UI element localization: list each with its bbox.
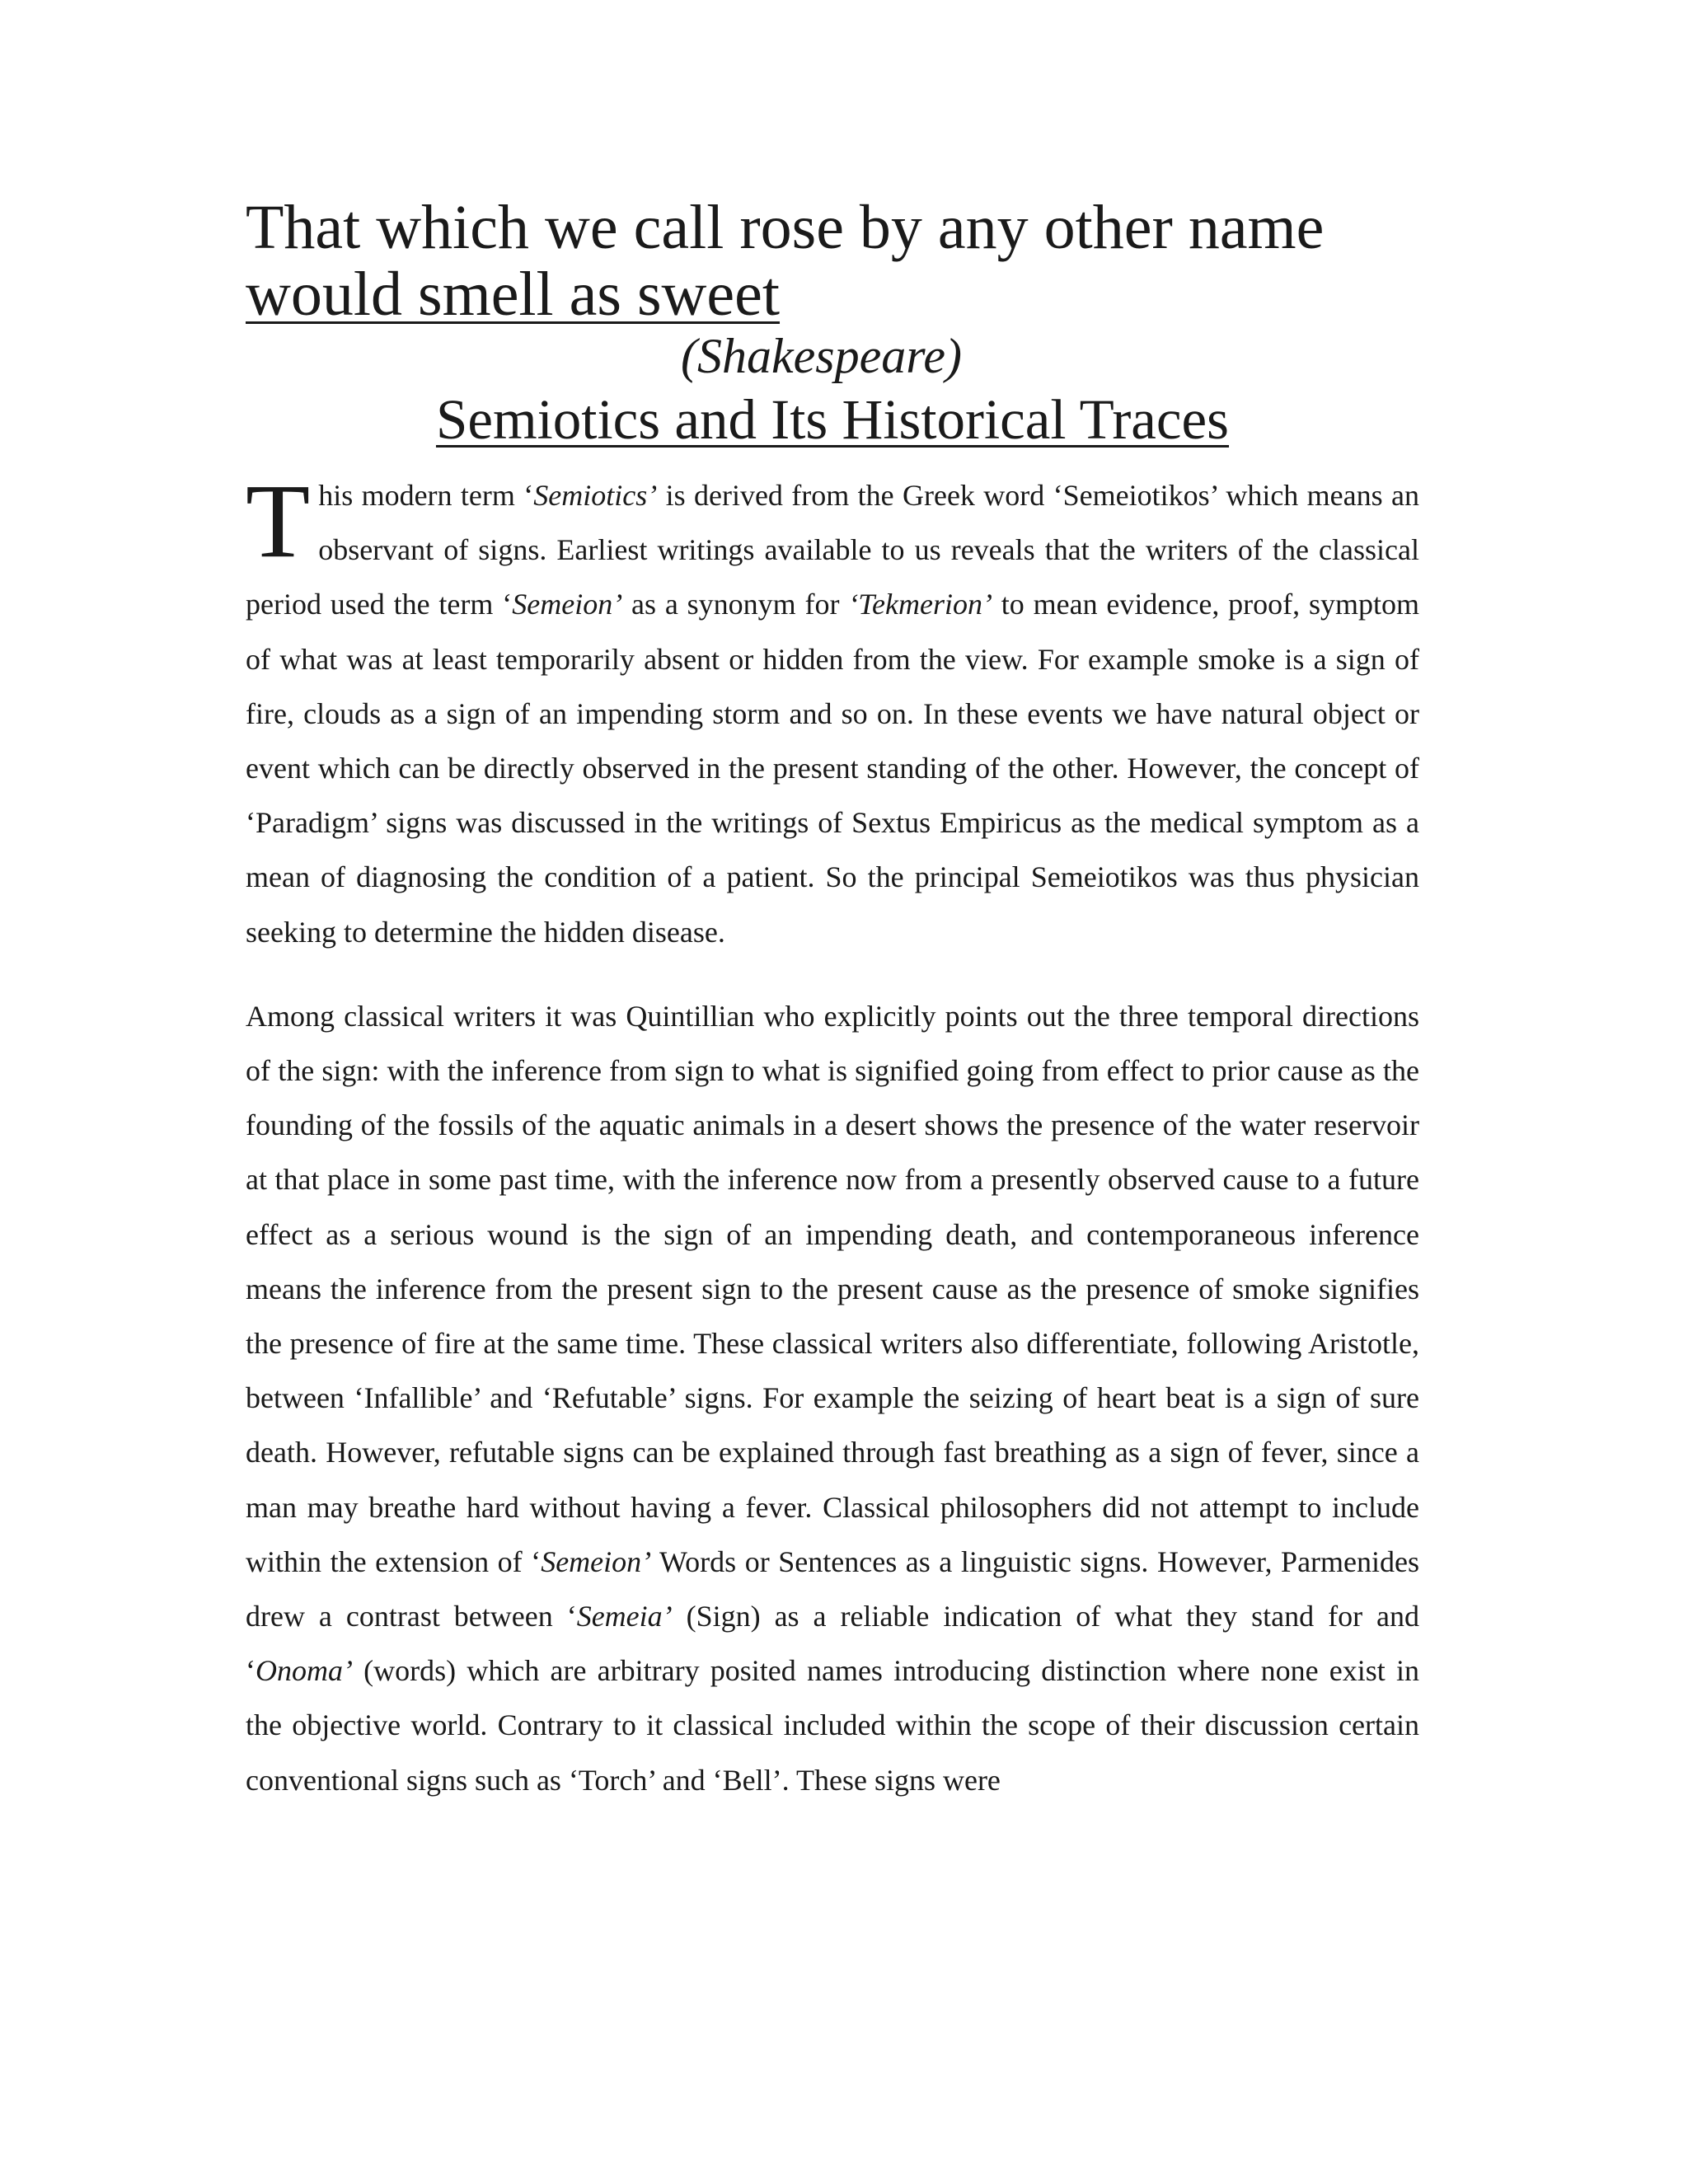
paragraph-2-text: (words) which are arbitrary posited names introducing distinction where none exist in the objective world. Contrary to it classical included within the scope of their discussion certain conventional signs such as ‘Torch’ and ‘Bell’. These signs were xyxy=(246,1654,1419,1797)
epigraph-line-2: would smell as sweet xyxy=(246,260,781,329)
paragraph-2-italic-term: Onoma’ xyxy=(256,1654,353,1688)
paragraph-1-text: to mean evidence, proof, symptom of what was at least temporarily absent or hidden from the view. For example smoke is a sign of fire, clouds as a sign of an impending storm and so on. In these events we have natural object or event which can be directly observed in the present standing of the other. However, the concept of ‘Paradigm’ signs was discussed in the writings of Sextus Empiricus as the medical symptom as a mean of diagnosing the condition of a patient. So the principal Semeiotikos was thus physician seeking to determine the hidden disease. xyxy=(246,588,1419,949)
paragraph-1-italic-term: ‘Tekmerion’ xyxy=(848,588,992,621)
paragraph-2-text: (Sign) as a reliable indication of what they stand for and ‘ xyxy=(246,1600,1419,1688)
epigraph-quote xyxy=(246,194,1419,328)
epigraph-attribution: (Shakespeare) xyxy=(681,329,962,383)
paragraph-2 xyxy=(246,989,1419,1807)
paragraph-1-italic-term: Semeion’ xyxy=(512,588,623,621)
epigraph-line-1: That which we call rose by any other name xyxy=(246,193,1325,262)
document-page xyxy=(246,194,1419,1807)
paragraph-2-italic-term: Semeion’ xyxy=(541,1544,652,1578)
paragraph-2-italic-term: Semeia’ xyxy=(576,1600,673,1633)
drop-cap: T xyxy=(246,462,311,579)
paragraph-1-italic-term: Semiotics’ xyxy=(533,479,658,512)
paragraph-1-text: his modern term ‘ xyxy=(318,479,534,512)
paragraph-1-text: is derived from the Greek word ‘Semeiotikos’ which means an observant of signs. Earliest writings available to us reveals that the writers of the classical period used the term ‘ xyxy=(246,479,1419,621)
paragraph-2-text: Among classical writers it was Quintillian who explicitly points out the three temporal directions of the sign: with the inference from sign to what is signified going from effect to prior cause as the founding of the fossils of the aquatic animals in a desert shows the presence of the water reservoir at that place in some past time, with the inference now from a presently observed cause to a future effect as a serious wound is the sign of an impending death, and contemporaneous inference means the inference from the present sign to the present cause as the presence of smoke signifies the presence of fire at the same time. These classical writers also differentiate, following Aristotle, between ‘Infallible’ and ‘Refutable’ signs. For example the seizing of heart beat is a sign of sure death. However, refutable signs can be explained through fast breathing as a sign of fever, since a man may breathe hard without having a fever. Classical philosophers did not attempt to include within the extension of ‘ xyxy=(246,999,1419,1578)
paragraph-1-text: as a synonym for xyxy=(622,588,849,621)
document-title: Semiotics and Its Historical Traces xyxy=(435,388,1230,451)
paragraph-1 xyxy=(246,462,1419,959)
paragraph-2-text: Words or Sentences as a linguistic signs. However, Parmenides drew a contrast between ‘ xyxy=(246,1544,1420,1633)
